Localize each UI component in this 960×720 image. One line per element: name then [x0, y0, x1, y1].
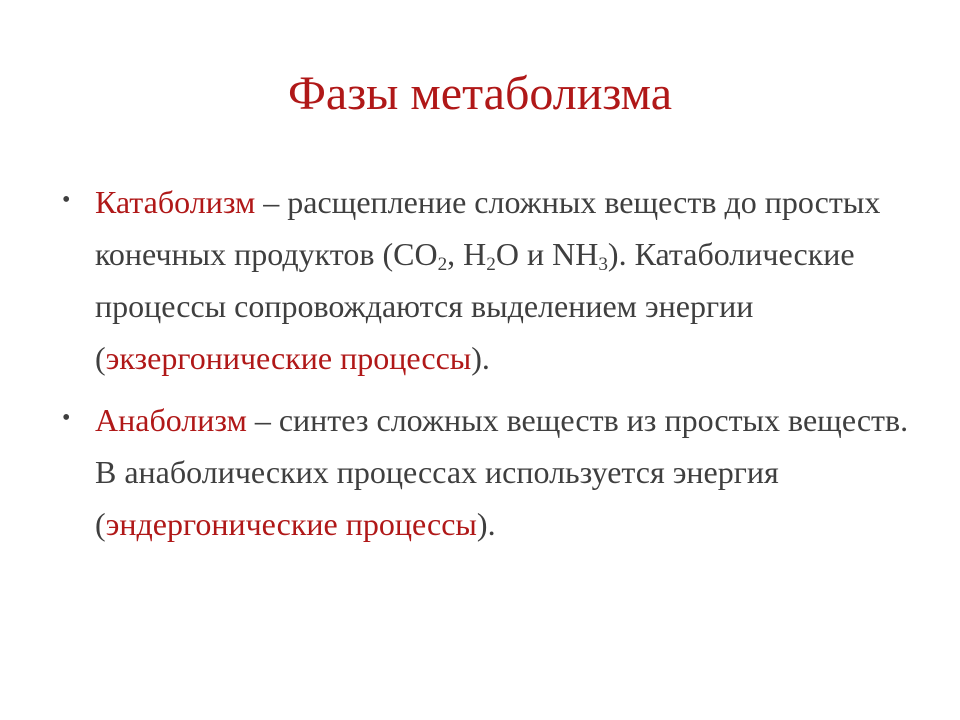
subscript: 3 — [598, 253, 608, 275]
definition-text: ). — [471, 340, 490, 376]
definition-text: ). Катаболические процессы сопровождаются выделением энергии ( — [95, 236, 855, 376]
highlight-endergonic: эндергонические процессы — [105, 506, 477, 542]
bullet-icon: • — [62, 405, 71, 431]
slide-title: Фазы метаболизма — [287, 67, 673, 120]
bullet-list — [62, 176, 922, 560]
bullet-item-anabolism — [62, 394, 922, 550]
highlight-exergonic: экзергонические процессы — [105, 340, 472, 376]
definition-text: ). — [476, 506, 496, 542]
bullet-icon: • — [62, 187, 71, 213]
term-anabolism: Анаболизм — [95, 402, 247, 438]
definition-text: – расщепление сложных веществ до простых конечных продуктов (CO — [95, 184, 881, 272]
subscript: 2 — [486, 253, 496, 275]
bullet-item-catabolism — [62, 176, 922, 384]
subscript: 2 — [437, 253, 448, 275]
definition-text: , H — [447, 236, 487, 272]
term-catabolism: Катаболизм — [95, 184, 256, 220]
definition-text: – синтез сложных веществ из простых веществ. В анаболических процессах используется энергия ( — [95, 402, 909, 542]
definition-text: O и NH — [495, 236, 599, 272]
